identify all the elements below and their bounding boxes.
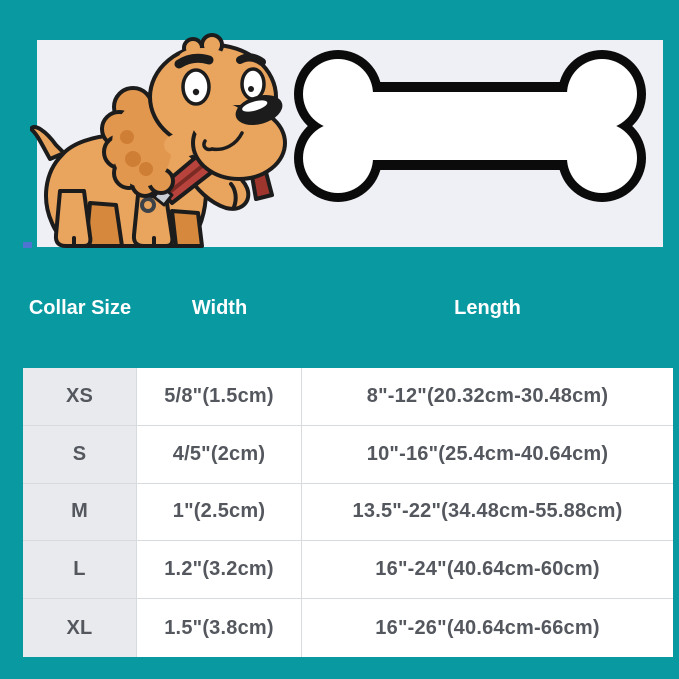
dog-illustration [30,33,310,248]
width-cell: 4/5"(2cm) [137,426,302,484]
size-chart-table [23,368,673,657]
column-header-length: Length [454,296,521,319]
width-cell: 5/8"(1.5cm) [137,368,302,426]
column-header-width: Width [191,296,248,319]
length-cell: 13.5"-22"(34.48cm-55.88cm) [302,484,673,542]
width-cell: 1.2"(3.2cm) [137,541,302,599]
edge-artifact-mark [23,242,32,248]
length-cell: 10"-16"(25.4cm-40.64cm) [302,426,673,484]
column-header-collar-size: Collar Size [28,296,132,319]
width-cell: 1.5"(3.8cm) [137,599,302,657]
bone-icon [292,50,648,202]
size-cell: M [23,484,137,542]
size-cell: S [23,426,137,484]
width-cell: 1"(2.5cm) [137,484,302,542]
size-cell: XS [23,368,137,426]
length-cell: 16"-24"(40.64cm-60cm) [302,541,673,599]
table-header-row [23,288,673,328]
size-cell: L [23,541,137,599]
length-cell: 16"-26"(40.64cm-66cm) [302,599,673,657]
size-cell: XL [23,599,137,657]
length-cell: 8"-12"(20.32cm-30.48cm) [302,368,673,426]
